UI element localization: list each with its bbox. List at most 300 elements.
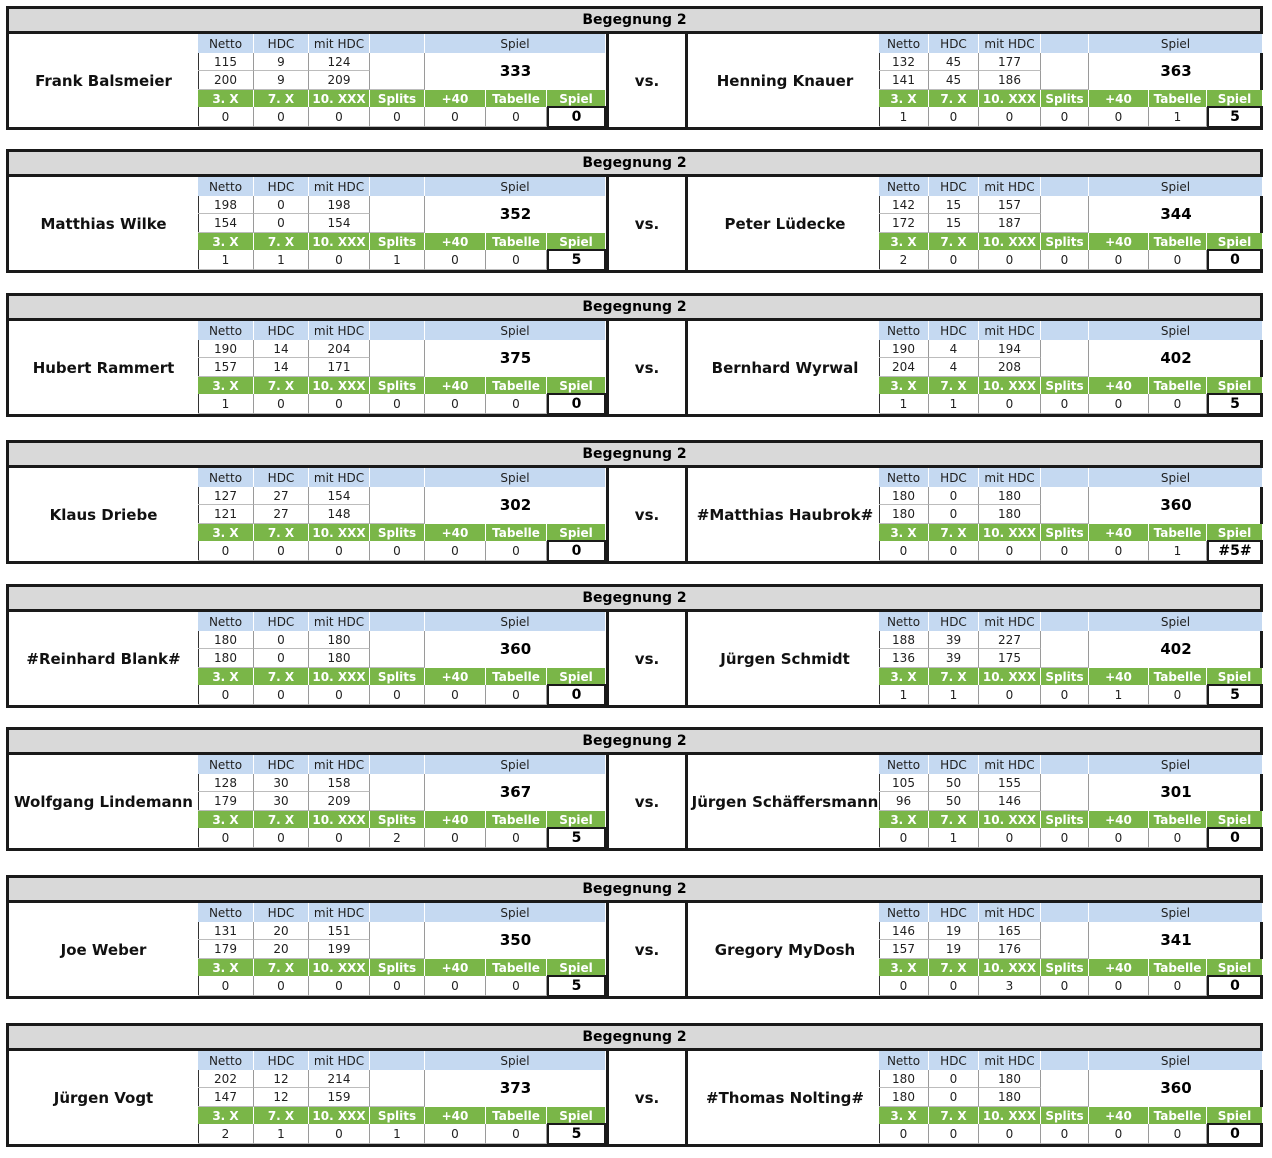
header-3x: 3. X [879,524,929,541]
netto-value: 131 [198,922,254,940]
value-10xxx: 0 [309,541,370,561]
value-3x: 1 [198,394,254,414]
blank-cell [370,487,425,524]
header-splits: Splits [1041,1107,1089,1124]
netto-value: 142 [879,196,929,214]
header-mit-hdc: mit HDC [979,755,1041,774]
blank-cell [1041,196,1089,233]
value-splits: 0 [370,107,425,127]
value-tabelle: 0 [486,250,547,270]
value-10xxx: 3 [979,976,1041,996]
value-splits: 0 [1041,394,1089,414]
header-netto: Netto [198,903,254,922]
header-tabelle: Tabelle [1149,811,1207,828]
value-10xxx: 0 [309,1124,370,1144]
netto-value: 127 [198,487,254,505]
header-spiel-points: Spiel [1207,90,1263,107]
mit-hdc-value: 214 [309,1070,370,1088]
value-splits: 0 [1041,1124,1089,1144]
spiel-total: 352 [499,205,532,223]
header-plus40: +40 [425,233,486,250]
netto-value: 154 [198,214,254,233]
value-7x: 1 [254,1124,309,1144]
header-plus40: +40 [1089,233,1149,250]
player-name: #Matthias Haubrok# [696,505,874,524]
header-spiel-points: Spiel [1207,524,1263,541]
value-10xxx: 0 [309,976,370,996]
player-name: Jürgen Vogt [53,1088,154,1107]
spiel-total: 301 [1160,783,1192,801]
netto-value: 179 [198,940,254,959]
netto-value: 180 [198,649,254,668]
header-plus40: +40 [1089,811,1149,828]
header-spiel-points: Spiel [547,233,606,250]
header-spiel-points: Spiel [1207,1107,1263,1124]
header-tabelle: Tabelle [486,959,547,976]
mit-hdc-value: 199 [309,940,370,959]
header-7x: 7. X [254,811,309,828]
header-7x: 7. X [929,377,979,394]
value-10xxx: 0 [309,250,370,270]
header-spiel: Spiel [425,321,606,340]
match-block [6,293,1263,417]
header-spiel: Spiel [1089,321,1263,340]
header-3x: 3. X [879,377,929,394]
mit-hdc-value: 155 [979,774,1041,792]
header-mit-hdc: mit HDC [979,321,1041,340]
hdc-value: 15 [929,214,979,233]
value-plus40: 0 [1089,394,1149,414]
mit-hdc-value: 180 [979,505,1041,524]
value-10xxx: 0 [979,541,1041,561]
header-spiel-points: Spiel [547,668,606,685]
header-plus40: +40 [425,524,486,541]
match-block [6,6,1263,130]
match-points: 5 [1207,393,1263,415]
header-netto: Netto [198,34,254,53]
header-3x: 3. X [879,1107,929,1124]
netto-value: 188 [879,631,929,649]
netto-value: 200 [198,71,254,90]
header-tabelle: Tabelle [486,377,547,394]
header-7x: 7. X [254,524,309,541]
header-spiel: Spiel [1089,468,1263,487]
netto-value: 141 [879,71,929,90]
header-7x: 7. X [254,959,309,976]
hdc-value: 27 [254,505,309,524]
header-spiel-points: Spiel [547,377,606,394]
vs-label: vs. [606,34,688,127]
header-10xxx: 10. XXX [979,668,1041,685]
netto-value: 157 [879,940,929,959]
spiel-total: 367 [499,783,532,801]
mit-hdc-value: 124 [309,53,370,71]
hdc-value: 0 [929,487,979,505]
header-plus40: +40 [425,668,486,685]
value-3x: 1 [879,394,929,414]
spiel-total: 341 [1160,931,1192,949]
value-7x: 0 [929,250,979,270]
mit-hdc-value: 159 [309,1088,370,1107]
header-3x: 3. X [198,668,254,685]
value-7x: 0 [929,107,979,127]
header-spiel: Spiel [1089,1051,1263,1070]
header-7x: 7. X [929,959,979,976]
header-10xxx: 10. XXX [309,524,370,541]
header-spiel: Spiel [425,34,606,53]
hdc-value: 0 [929,505,979,524]
netto-value: 190 [198,340,254,358]
header-spiel: Spiel [1089,34,1263,53]
header-mit-hdc: mit HDC [309,177,370,196]
match-points: 5 [547,249,606,271]
mit-hdc-value: 180 [979,487,1041,505]
mit-hdc-value: 208 [979,358,1041,377]
value-splits: 0 [1041,107,1089,127]
match-points: 5 [547,827,606,849]
match-header: Begegnung 2 [9,730,1260,755]
header-plus40: +40 [425,1107,486,1124]
header-7x: 7. X [254,377,309,394]
header-blank [370,903,425,922]
match-block [6,149,1263,273]
header-blank [370,321,425,340]
value-7x: 0 [929,1124,979,1144]
header-netto: Netto [198,755,254,774]
player-name: Jürgen Schäffersmann [691,792,879,811]
header-10xxx: 10. XXX [979,959,1041,976]
header-netto: Netto [879,903,929,922]
blank-cell [1041,922,1089,959]
value-plus40: 0 [1089,107,1149,127]
match-points: 5 [547,1123,606,1145]
value-7x: 1 [929,828,979,848]
value-3x: 0 [198,976,254,996]
header-spiel: Spiel [1089,612,1263,631]
header-hdc: HDC [254,755,309,774]
blank-cell [370,340,425,377]
value-tabelle: 0 [1149,976,1207,996]
player-name: Frank Balsmeier [35,71,172,90]
hdc-value: 12 [254,1088,309,1107]
hdc-value: 39 [929,649,979,668]
player-name: Henning Knauer [716,71,854,90]
header-plus40: +40 [1089,1107,1149,1124]
value-7x: 1 [929,685,979,705]
mit-hdc-value: 209 [309,792,370,811]
mit-hdc-value: 180 [979,1088,1041,1107]
hdc-value: 0 [254,196,309,214]
value-7x: 0 [929,541,979,561]
value-7x: 0 [254,828,309,848]
value-10xxx: 0 [979,828,1041,848]
value-splits: 0 [370,976,425,996]
header-spiel: Spiel [425,468,606,487]
value-tabelle: 1 [1149,107,1207,127]
header-mit-hdc: mit HDC [979,468,1041,487]
vs-label: vs. [606,903,688,996]
header-splits: Splits [1041,524,1089,541]
match-points: 0 [1207,827,1263,849]
header-tabelle: Tabelle [1149,959,1207,976]
header-plus40: +40 [1089,524,1149,541]
hdc-value: 50 [929,774,979,792]
header-7x: 7. X [929,1107,979,1124]
header-tabelle: Tabelle [1149,668,1207,685]
match-header: Begegnung 2 [9,9,1260,34]
header-hdc: HDC [929,34,979,53]
value-7x: 0 [254,685,309,705]
header-mit-hdc: mit HDC [979,612,1041,631]
header-10xxx: 10. XXX [979,524,1041,541]
mit-hdc-value: 154 [309,487,370,505]
match-points: #5# [1207,540,1263,562]
mit-hdc-value: 171 [309,358,370,377]
mit-hdc-value: 180 [979,1070,1041,1088]
player-name: Bernhard Wyrwal [711,358,859,377]
value-plus40: 0 [425,828,486,848]
netto-value: 172 [879,214,929,233]
header-mit-hdc: mit HDC [979,34,1041,53]
header-7x: 7. X [254,233,309,250]
match-header: Begegnung 2 [9,587,1260,612]
header-netto: Netto [879,468,929,487]
header-hdc: HDC [929,903,979,922]
hdc-value: 4 [929,358,979,377]
match-points: 0 [547,540,606,562]
mit-hdc-value: 180 [309,649,370,668]
value-tabelle: 0 [486,685,547,705]
spiel-total: 344 [1160,205,1192,223]
value-splits: 1 [370,1124,425,1144]
header-10xxx: 10. XXX [309,959,370,976]
hdc-value: 9 [254,53,309,71]
match-block [6,727,1263,851]
header-plus40: +40 [425,811,486,828]
netto-value: 128 [198,774,254,792]
match-points: 5 [547,975,606,997]
netto-value: 121 [198,505,254,524]
value-7x: 0 [254,541,309,561]
header-netto: Netto [198,321,254,340]
hdc-value: 15 [929,196,979,214]
header-netto: Netto [198,468,254,487]
player-name: Joe Weber [60,940,147,959]
header-3x: 3. X [198,959,254,976]
header-blank [370,612,425,631]
player-name: Wolfgang Lindemann [14,792,193,811]
value-3x: 0 [879,541,929,561]
header-mit-hdc: mit HDC [979,1051,1041,1070]
spiel-total: 375 [499,349,532,367]
value-3x: 1 [198,250,254,270]
value-7x: 0 [929,976,979,996]
blank-cell [370,53,425,90]
value-3x: 1 [879,685,929,705]
header-mit-hdc: mit HDC [309,321,370,340]
header-hdc: HDC [254,903,309,922]
header-plus40: +40 [425,959,486,976]
mit-hdc-value: 198 [309,196,370,214]
header-spiel: Spiel [425,755,606,774]
match-header: Begegnung 2 [9,1026,1260,1051]
header-hdc: HDC [254,1051,309,1070]
match-header: Begegnung 2 [9,296,1260,321]
value-splits: 0 [1041,976,1089,996]
blank-cell [370,631,425,668]
header-hdc: HDC [254,468,309,487]
header-3x: 3. X [198,524,254,541]
header-mit-hdc: mit HDC [979,177,1041,196]
value-10xxx: 0 [309,828,370,848]
header-blank [1041,321,1089,340]
header-7x: 7. X [254,668,309,685]
header-7x: 7. X [929,233,979,250]
header-mit-hdc: mit HDC [309,468,370,487]
header-mit-hdc: mit HDC [979,903,1041,922]
value-plus40: 1 [1089,685,1149,705]
value-3x: 0 [198,541,254,561]
header-netto: Netto [879,1051,929,1070]
value-3x: 0 [198,828,254,848]
player-name: #Thomas Nolting# [706,1088,864,1107]
header-3x: 3. X [198,90,254,107]
mit-hdc-value: 194 [979,340,1041,358]
header-3x: 3. X [198,811,254,828]
value-plus40: 0 [1089,250,1149,270]
player-name: #Reinhard Blank# [26,649,181,668]
header-splits: Splits [1041,668,1089,685]
blank-cell [1041,774,1089,811]
header-10xxx: 10. XXX [309,668,370,685]
header-splits: Splits [1041,90,1089,107]
mit-hdc-value: 154 [309,214,370,233]
header-splits: Splits [1041,233,1089,250]
value-plus40: 0 [425,107,486,127]
header-10xxx: 10. XXX [309,811,370,828]
value-3x: 0 [198,107,254,127]
header-netto: Netto [879,755,929,774]
value-10xxx: 0 [979,394,1041,414]
spiel-total: 402 [1160,640,1192,658]
hdc-value: 50 [929,792,979,811]
hdc-value: 45 [929,71,979,90]
blank-cell [1041,1070,1089,1107]
mit-hdc-value: 165 [979,922,1041,940]
header-splits: Splits [370,811,425,828]
header-10xxx: 10. XXX [309,233,370,250]
value-plus40: 0 [425,685,486,705]
header-tabelle: Tabelle [486,1107,547,1124]
header-hdc: HDC [254,612,309,631]
spiel-total: 302 [499,496,532,514]
match-points: 0 [1207,249,1263,271]
value-3x: 0 [879,976,929,996]
header-tabelle: Tabelle [1149,524,1207,541]
header-spiel: Spiel [1089,903,1263,922]
header-10xxx: 10. XXX [979,377,1041,394]
header-plus40: +40 [425,90,486,107]
header-tabelle: Tabelle [1149,90,1207,107]
header-10xxx: 10. XXX [979,90,1041,107]
hdc-value: 0 [254,649,309,668]
value-tabelle: 0 [486,1124,547,1144]
value-7x: 1 [929,394,979,414]
netto-value: 147 [198,1088,254,1107]
header-spiel: Spiel [425,612,606,631]
header-splits: Splits [370,377,425,394]
value-plus40: 0 [1089,828,1149,848]
header-blank [1041,755,1089,774]
match-points: 0 [1207,1123,1263,1145]
value-splits: 0 [370,541,425,561]
match-points: 0 [547,393,606,415]
value-splits: 2 [370,828,425,848]
value-7x: 0 [254,107,309,127]
hdc-value: 0 [929,1088,979,1107]
header-tabelle: Tabelle [486,233,547,250]
header-10xxx: 10. XXX [979,233,1041,250]
mit-hdc-value: 177 [979,53,1041,71]
header-plus40: +40 [1089,377,1149,394]
header-3x: 3. X [879,959,929,976]
spiel-total: 350 [499,931,532,949]
match-header: Begegnung 2 [9,152,1260,177]
header-mit-hdc: mit HDC [309,903,370,922]
hdc-value: 12 [254,1070,309,1088]
netto-value: 115 [198,53,254,71]
spiel-total: 373 [499,1079,532,1097]
value-tabelle: 0 [1149,394,1207,414]
header-spiel: Spiel [425,1051,606,1070]
netto-value: 96 [879,792,929,811]
netto-value: 180 [879,1088,929,1107]
hdc-value: 27 [254,487,309,505]
blank-cell [1041,340,1089,377]
player-name: Peter Lüdecke [724,214,846,233]
header-plus40: +40 [1089,959,1149,976]
hdc-value: 19 [929,922,979,940]
header-hdc: HDC [929,321,979,340]
mit-hdc-value: 187 [979,214,1041,233]
value-7x: 0 [254,394,309,414]
value-splits: 0 [1041,685,1089,705]
header-netto: Netto [879,177,929,196]
match-block [6,584,1263,708]
match-points: 5 [1207,106,1263,128]
value-tabelle: 0 [486,394,547,414]
header-3x: 3. X [879,233,929,250]
hdc-value: 20 [254,940,309,959]
header-7x: 7. X [254,1107,309,1124]
header-spiel-points: Spiel [547,959,606,976]
value-3x: 1 [879,107,929,127]
value-plus40: 0 [425,976,486,996]
header-spiel-points: Spiel [1207,811,1263,828]
header-spiel: Spiel [425,903,606,922]
header-spiel-points: Spiel [547,1107,606,1124]
hdc-value: 45 [929,53,979,71]
header-blank [370,1051,425,1070]
hdc-value: 19 [929,940,979,959]
header-3x: 3. X [879,668,929,685]
header-7x: 7. X [254,90,309,107]
header-tabelle: Tabelle [486,668,547,685]
hdc-value: 20 [254,922,309,940]
netto-value: 190 [879,340,929,358]
header-spiel-points: Spiel [547,811,606,828]
header-plus40: +40 [1089,668,1149,685]
